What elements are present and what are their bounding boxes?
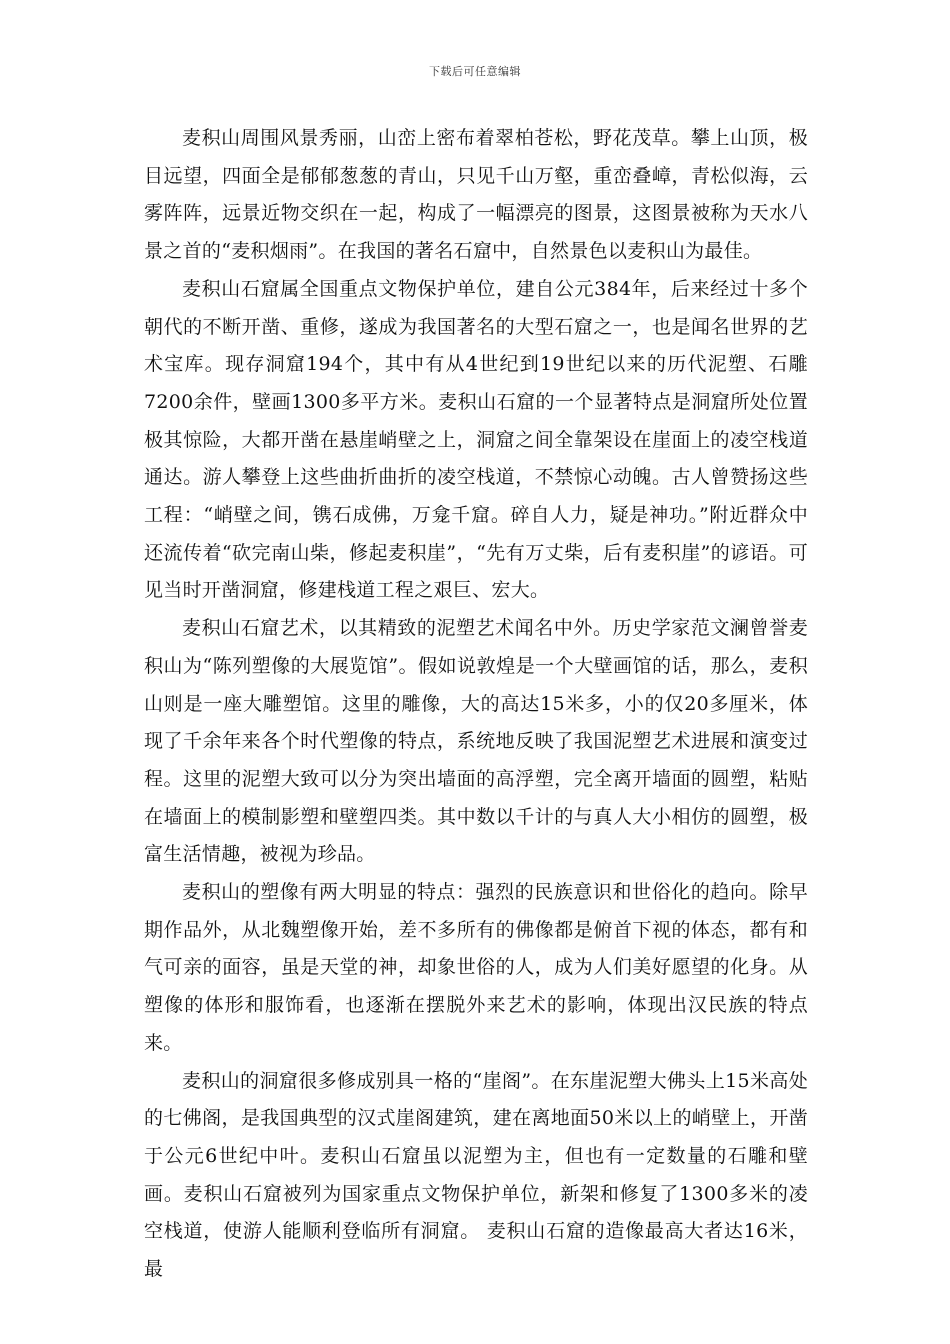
- paragraph-sculpture-features: 麦积山的塑像有两大明显的特点：强烈的民族意识和世俗化的趋向。除早期作品外，从北魏塑像开始，差不多所有的佛像都是俯首下视的体态，都有和气可亲的面容，虽是天堂的神，却象世俗的人，成为人们美好愿望的化身。从塑像的体形和服饰看，也逐渐在摆脱外来艺术的影响，体现出汉民族的特点来。: [144, 881, 808, 1054]
- document-body: [144, 120, 808, 1289]
- paragraph-clay-sculpture: 麦积山石窟艺术，以其精致的泥塑艺术闻名中外。历史学家范文澜曾誉麦积山为“陈列塑像的大展览馆”。假如说敦煌是一个大壁画馆的话，那么，麦积山则是一座大雕塑馆。这里的雕像，大的高达15米多，小的仅20多厘米，体现了千余年来各个时代塑像的特点，系统地反映了我国泥塑艺术进展和演变过程。这里的泥塑大致可以分为突出墙面的高浮塑，完全离开墙面的圆塑，粘贴在墙面上的模制影塑和壁塑四类。其中数以千计的与真人大小相仿的圆塑，极富生活情趣，被视为珍品。: [144, 617, 808, 866]
- paragraph-scenery: 麦积山周围风景秀丽，山峦上密布着翠柏苍松，野花茂草。攀上山顶，极目远望，四面全是郁郁葱葱的青山，只见千山万壑，重峦叠嶂，青松似海，云雾阵阵，远景近物交织在一起，构成了一幅漂亮的图景，这图景被称为天水八景之首的“麦积烟雨”。在我国的著名石窟中，自然景色以麦积山为最佳。: [144, 127, 808, 263]
- paragraph-cliff-pavilions: 麦积山的洞窟很多修成别具一格的“崖阁”。在东崖泥塑大佛头上15米高处的七佛阁，是我国典型的汉式崖阁建筑，建在离地面50米以上的峭壁上，开凿于公元6世纪中叶。麦积山石窟虽以泥塑为主，但也有一定数量的石雕和壁画。麦积山石窟被列为国家重点文物保护单位，新架和修复了1300多米的凌空栈道，使游人能顺利登临所有洞窟。 麦积山石窟的造像最高大者达16米，最: [144, 1069, 808, 1281]
- paragraph-grottoes-history: 麦积山石窟属全国重点文物保护单位，建自公元384年，后来经过十多个朝代的不断开凿、重修，遂成为我国著名的大型石窟之一，也是闻名世界的艺术宝库。现存洞窟194个，其中有从4世纪到19世纪以来的历代泥塑、石雕7200余件，壁画1300多平方米。麦积山石窟的一个显著特点是洞窟所处位置极其惊险，大都开凿在悬崖峭壁之上，洞窟之间全靠架设在崖面上的凌空栈道通达。游人攀登上这些曲折曲折的凌空栈道，不禁惊心动魄。古人曾赞扬这些工程：“峭壁之间，镌石成佛，万龛千窟。碎自人力，疑是神功。”附近群众中还流传着“砍完南山柴，修起麦积崖”，“先有万丈柴，后有麦积崖”的谚语。可见当时开凿洞窟，修建栈道工程之艰巨、宏大。: [144, 277, 808, 602]
- page-header: 下载后可任意编辑: [429, 65, 521, 78]
